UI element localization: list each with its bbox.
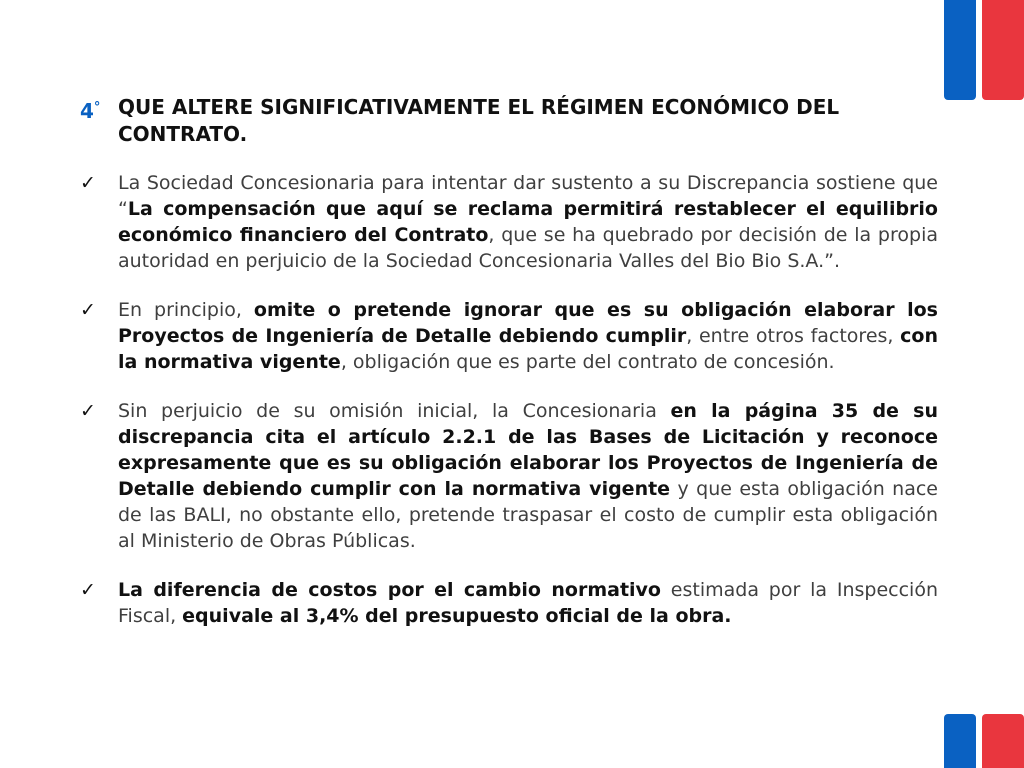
section-number-value: 4 <box>80 99 94 123</box>
bold-text-run: con la normativa vigente <box>118 325 938 373</box>
bullet-item <box>80 398 938 554</box>
section-title: QUE ALTERE SIGNIFICATIVAMENTE EL RÉGIMEN ECONÓMICO DEL CONTRATO. <box>118 95 840 146</box>
section-number <box>80 94 100 125</box>
degree-sign: ° <box>93 100 101 115</box>
bold-text-run: equivale al 3,4% del presupuesto oficial de la obra. <box>182 605 732 627</box>
text-run: La Sociedad Concesionaria para intentar dar sustento a su Discrepancia sostiene que “ <box>118 172 938 220</box>
section-heading <box>80 94 938 148</box>
bullet-text <box>118 400 938 552</box>
blue-stripe <box>944 714 976 768</box>
blue-stripe <box>944 0 976 100</box>
text-run: En principio, <box>118 299 254 321</box>
check-icon: ✓ <box>80 172 96 194</box>
check-icon: ✓ <box>80 299 96 321</box>
text-run: , obligación que es parte del contrato de concesión. <box>340 351 835 373</box>
text-run: , que se ha quebrado por decisión de la propia autoridad en perjuicio de la Sociedad Concesionaria Valles del Bio Bio S.A.”. <box>118 224 938 272</box>
text-run: Sin perjuicio de su omisión inicial, la Concesionaria <box>118 400 671 422</box>
bullet-list <box>80 170 938 629</box>
check-icon: ✓ <box>80 400 96 422</box>
bold-text-run: en la página 35 de su discrepancia cita el artículo 2.2.1 de las Bases de Licitación y reconoce expresamente que es su obligación elaborar los Proyectos de Ingeniería de Detalle debiendo cumplir con la normativa vigente <box>118 400 938 500</box>
bold-text-run: La compensación que aquí se reclama permitirá restablecer el equilibrio económico financiero del Contrato <box>118 198 938 246</box>
text-run: estimada por la Inspección Fiscal, <box>118 579 938 627</box>
bullet-item <box>80 170 938 274</box>
bold-text-run: omite o pretende ignorar que es su obligación elaborar los Proyectos de Ingeniería de Detalle debiendo cumplir <box>118 299 938 347</box>
bullet-text <box>118 172 938 272</box>
bold-text-run: La diferencia de costos por el cambio normativo <box>118 579 661 601</box>
chile-flag-stripes-top <box>938 0 1024 100</box>
chile-flag-stripes-bottom <box>938 714 1024 768</box>
slide-content <box>80 94 938 652</box>
bullet-text <box>118 299 938 373</box>
bullet-item <box>80 297 938 375</box>
bullet-item <box>80 577 938 629</box>
text-run: , entre otros factores, <box>686 325 901 347</box>
red-stripe <box>982 0 1024 100</box>
bullet-text <box>118 579 938 627</box>
text-run: y que esta obligación nace de las BALI, no obstante ello, pretende traspasar el costo de cumplir esta obligación al Ministerio de Obras Públicas. <box>118 478 938 552</box>
check-icon: ✓ <box>80 579 96 601</box>
red-stripe <box>982 714 1024 768</box>
